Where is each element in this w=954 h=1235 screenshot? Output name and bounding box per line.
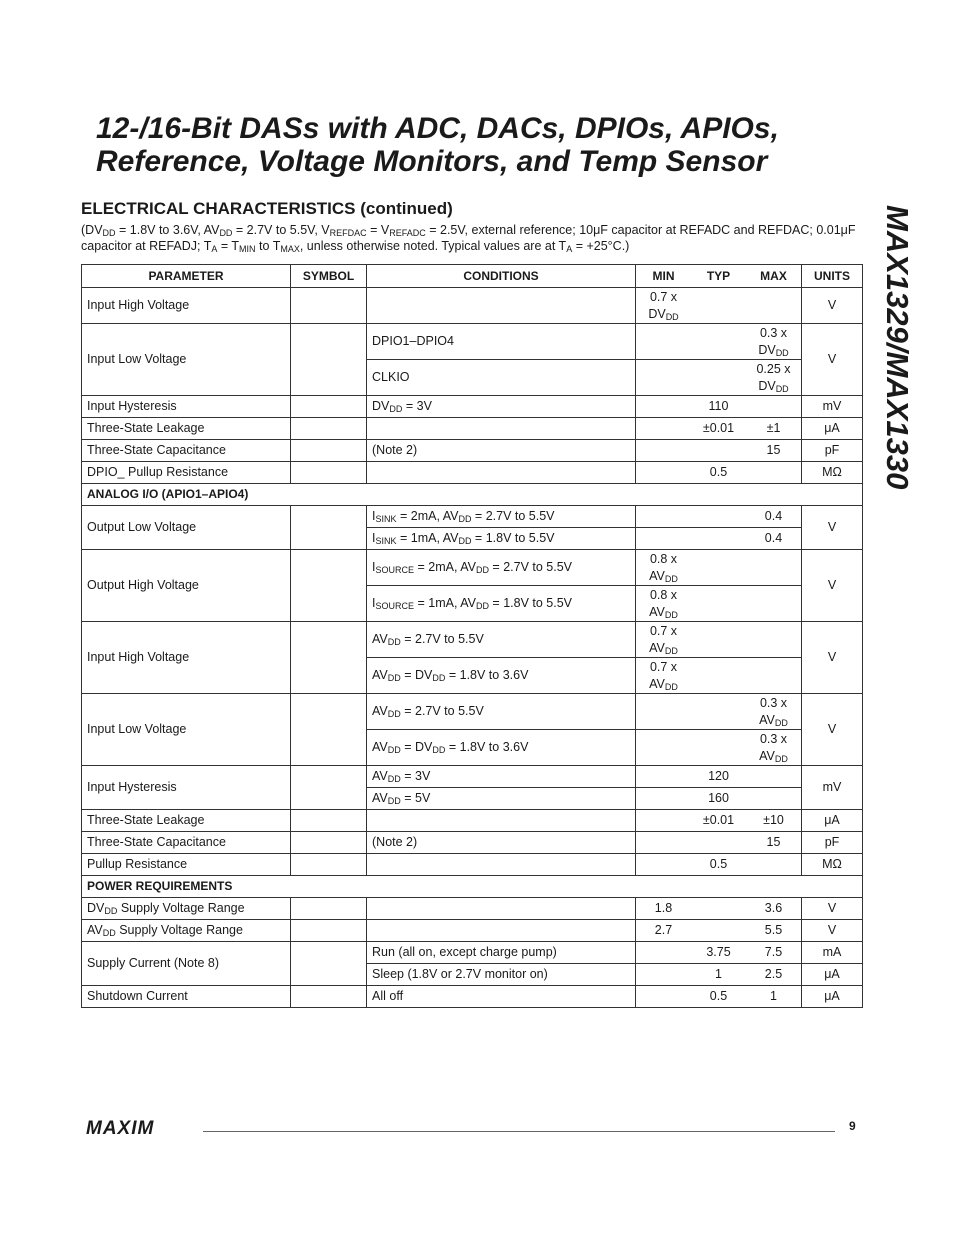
- table-header-row: [82, 265, 863, 288]
- max-value: 5.5: [764, 923, 783, 937]
- table-row: [82, 694, 863, 730]
- table-row: [82, 942, 863, 964]
- header-typ: TYP: [706, 268, 731, 283]
- values-cell: [636, 418, 802, 440]
- values-cell: [636, 854, 802, 876]
- units-cell: V: [802, 324, 863, 396]
- conditions-cell: Run (all on, except charge pump): [367, 942, 636, 964]
- symbol-cell: [291, 462, 367, 484]
- symbol-cell: [291, 898, 367, 920]
- param-cell: Input Hysteresis: [82, 766, 291, 810]
- symbol-cell: [291, 854, 367, 876]
- conditions-cell: All off: [367, 986, 636, 1008]
- typ-value: 3.75: [706, 945, 731, 959]
- conditions-cell: $I_{SINK} = 1mA$, $AV_{DD} = 1.8V$ to 5.5V: [367, 528, 636, 550]
- table-row: [82, 550, 863, 586]
- values-cell: [636, 920, 802, 942]
- header-conditions: CONDITIONS: [367, 265, 636, 288]
- conditions-cell: (Note 2): [367, 832, 636, 854]
- conditions-cell: $AV_{DD} = DV_{DD} = 1.8V$ to 3.6V: [367, 730, 636, 766]
- conditions-cell: [367, 898, 636, 920]
- values-cell: [636, 506, 802, 528]
- param-cell: Output Low Voltage: [82, 506, 291, 550]
- page-number: 9: [849, 1119, 856, 1133]
- conditions-cell: $DV_{DD} = 3V$: [367, 396, 636, 418]
- values-cell: [636, 550, 802, 586]
- symbol-cell: [291, 506, 367, 550]
- table-row: [82, 920, 863, 942]
- symbol-cell: [291, 418, 367, 440]
- max-value: 0.3 x $AV_{DD}$: [759, 731, 788, 764]
- conditions-cell: [367, 462, 636, 484]
- table-row: [82, 898, 863, 920]
- units-cell: pF: [802, 832, 863, 854]
- conditions-cell: $AV_{DD} = 2.7V$ to 5.5V: [367, 622, 636, 658]
- header-max: MAX: [760, 268, 787, 283]
- param-cell: Input High Voltage: [82, 288, 291, 324]
- symbol-cell: [291, 986, 367, 1008]
- footer-divider: [203, 1131, 835, 1132]
- section-power-requirements: POWER REQUIREMENTS: [82, 876, 863, 898]
- min-value: 0.8 x $AV_{DD}$: [649, 587, 678, 620]
- values-cell: [636, 730, 802, 766]
- symbol-cell: [291, 622, 367, 694]
- min-value: 0.7 x $AV_{DD}$: [649, 659, 678, 692]
- values-cell: [636, 942, 802, 964]
- table-row: [82, 506, 863, 528]
- max-value: 0.3 x $AV_{DD}$: [759, 695, 788, 728]
- header-values: [636, 265, 802, 288]
- header-parameter: PARAMETER: [82, 265, 291, 288]
- symbol-cell: [291, 288, 367, 324]
- symbol-cell: [291, 550, 367, 622]
- max-value: 1: [770, 989, 777, 1003]
- values-cell: [636, 898, 802, 920]
- values-cell: [636, 964, 802, 986]
- max-value: 0.25 x $DV_{DD}$: [756, 361, 791, 394]
- values-cell: [636, 766, 802, 788]
- values-cell: [636, 986, 802, 1008]
- section-title: ELECTRICAL CHARACTERISTICS (continued): [81, 199, 453, 218]
- conditions-cell: Sleep (1.8V or 2.7V monitor on): [367, 964, 636, 986]
- typ-value: 160: [708, 791, 729, 805]
- values-cell: [636, 324, 802, 360]
- units-cell: MΩ: [802, 854, 863, 876]
- values-cell: [636, 694, 802, 730]
- table-row: [82, 854, 863, 876]
- typ-value: ±0.01: [702, 813, 735, 827]
- title-line-2: Reference, Voltage Monitors, and Temp Sensor: [96, 145, 768, 178]
- maxim-logo: [84, 1117, 194, 1137]
- units-cell: μA: [802, 986, 863, 1008]
- units-cell: V: [802, 920, 863, 942]
- conditions-cell: [367, 920, 636, 942]
- param-cell: DPIO_ Pullup Resistance: [82, 462, 291, 484]
- conditions-cell: $I_{SOURCE} = 2mA$, $AV_{DD} = 2.7V$ to 5.5V: [367, 550, 636, 586]
- max-value: ±10: [763, 813, 784, 827]
- values-cell: [636, 360, 802, 396]
- values-cell: [636, 528, 802, 550]
- symbol-cell: [291, 440, 367, 462]
- max-value: 3.6: [764, 901, 783, 915]
- electrical-characteristics-table: [81, 264, 863, 1008]
- param-cell: Three-State Capacitance: [82, 440, 291, 462]
- section-analog-io: ANALOG I/O (APIO1–APIO4): [82, 484, 863, 506]
- symbol-cell: [291, 396, 367, 418]
- section-row: [82, 876, 863, 898]
- units-cell: V: [802, 898, 863, 920]
- table-row: [82, 396, 863, 418]
- symbol-cell: [291, 694, 367, 766]
- table-row: [82, 462, 863, 484]
- conditions-cell: [367, 288, 636, 324]
- max-value: 2.5: [764, 967, 783, 981]
- values-cell: [636, 832, 802, 854]
- values-cell: [636, 586, 802, 622]
- conditions-cell: DPIO1–DPIO4: [367, 324, 636, 360]
- min-value: 1.8: [654, 901, 673, 915]
- units-cell: V: [802, 622, 863, 694]
- param-cell: Output High Voltage: [82, 550, 291, 622]
- conditions-cell: [367, 810, 636, 832]
- typ-value: 0.5: [709, 989, 728, 1003]
- title-line-1: 12-/16-Bit DASs with ADC, DACs, DPIOs, APIOs,: [96, 112, 779, 145]
- units-cell: V: [802, 288, 863, 324]
- units-cell: μA: [802, 810, 863, 832]
- header-units: UNITS: [802, 265, 863, 288]
- units-cell: mV: [802, 766, 863, 810]
- symbol-cell: [291, 942, 367, 986]
- table-row: [82, 766, 863, 788]
- conditions-cell: [367, 854, 636, 876]
- max-value: 7.5: [764, 945, 783, 959]
- units-cell: V: [802, 506, 863, 550]
- max-value: 0.4: [764, 509, 783, 523]
- table-row: [82, 986, 863, 1008]
- param-cell: Input High Voltage: [82, 622, 291, 694]
- conditions-cell: [367, 418, 636, 440]
- units-cell: mV: [802, 396, 863, 418]
- typ-value: 0.5: [709, 857, 728, 871]
- min-value: 2.7: [654, 923, 673, 937]
- table-row: [82, 622, 863, 658]
- param-cell: Three-State Capacitance: [82, 832, 291, 854]
- param-cell: $DV_{DD}$ Supply Voltage Range: [82, 898, 291, 920]
- typ-value: 1: [715, 967, 722, 981]
- min-value: 0.7 x $DV_{DD}$: [648, 289, 679, 322]
- conditions-cell: $AV_{DD} = 3V$: [367, 766, 636, 788]
- header-symbol: SYMBOL: [291, 265, 367, 288]
- units-cell: pF: [802, 440, 863, 462]
- param-cell: $AV_{DD}$ Supply Voltage Range: [82, 920, 291, 942]
- side-part-number-text: MAX1329/MAX1330: [880, 205, 915, 490]
- typ-value: 110: [708, 399, 729, 413]
- table-row: [82, 288, 863, 324]
- conditions-cell: $AV_{DD} = DV_{DD} = 1.8V$ to 3.6V: [367, 658, 636, 694]
- values-cell: [636, 288, 802, 324]
- conditions-cell: $AV_{DD} = 5V$: [367, 788, 636, 810]
- test-conditions: ($DV_{DD} = 1.8V$ to 3.6V, $AV_{DD} = 2.7V$ to 5.5V, $V_{REFDAC} = V_{REFADC} = 2.5V$, external reference; 10μF capacitor at REFADC and REFDAC; 0.01μF capacitor at REFADJ; $T_A = T_{MIN}$ to $T_{MAX}$, unless otherwise noted. Typical values are at $T_A = +25^\circ C$.): [81, 223, 856, 254]
- values-cell: [636, 658, 802, 694]
- max-value: ±1: [766, 421, 781, 435]
- symbol-cell: [291, 766, 367, 810]
- param-cell: Three-State Leakage: [82, 810, 291, 832]
- param-cell: Input Low Voltage: [82, 694, 291, 766]
- units-cell: V: [802, 550, 863, 622]
- conditions-cell: (Note 2): [367, 440, 636, 462]
- param-cell: Three-State Leakage: [82, 418, 291, 440]
- typ-value: 0.5: [709, 465, 728, 479]
- max-value: 15: [766, 443, 781, 457]
- conditions-cell: CLKIO: [367, 360, 636, 396]
- units-cell: μA: [802, 964, 863, 986]
- min-value: 0.8 x $AV_{DD}$: [649, 551, 678, 584]
- symbol-cell: [291, 810, 367, 832]
- page-title: [96, 112, 886, 178]
- max-value: 0.4: [764, 531, 783, 545]
- max-value: 15: [766, 835, 781, 849]
- section-row: [82, 484, 863, 506]
- svg-text:MAXIM: MAXIM: [86, 1118, 155, 1137]
- table-row: [82, 324, 863, 360]
- values-cell: [636, 396, 802, 418]
- side-part-number: [877, 205, 917, 535]
- conditions-cell: $I_{SINK} = 2mA$, $AV_{DD} = 2.7V$ to 5.5V: [367, 506, 636, 528]
- max-value: 0.3 x $DV_{DD}$: [758, 325, 789, 358]
- values-cell: [636, 462, 802, 484]
- table-row: [82, 418, 863, 440]
- param-cell: Pullup Resistance: [82, 854, 291, 876]
- values-cell: [636, 788, 802, 810]
- header-min: MIN: [652, 268, 675, 283]
- table-row: [82, 440, 863, 462]
- min-value: 0.7 x $AV_{DD}$: [649, 623, 678, 656]
- param-cell: Input Low Voltage: [82, 324, 291, 396]
- values-cell: [636, 622, 802, 658]
- units-cell: mA: [802, 942, 863, 964]
- table-row: [82, 810, 863, 832]
- symbol-cell: [291, 920, 367, 942]
- typ-value: 120: [708, 769, 729, 783]
- conditions-cell: $AV_{DD} = 2.7V$ to 5.5V: [367, 694, 636, 730]
- table-row: [82, 832, 863, 854]
- symbol-cell: [291, 832, 367, 854]
- symbol-cell: [291, 324, 367, 396]
- param-cell: Input Hysteresis: [82, 396, 291, 418]
- values-cell: [636, 440, 802, 462]
- typ-value: ±0.01: [702, 421, 735, 435]
- conditions-cell: $I_{SOURCE} = 1mA$, $AV_{DD} = 1.8V$ to 5.5V: [367, 586, 636, 622]
- param-cell: Supply Current (Note 8): [82, 942, 291, 986]
- units-cell: μA: [802, 418, 863, 440]
- units-cell: V: [802, 694, 863, 766]
- param-cell: Shutdown Current: [82, 986, 291, 1008]
- values-cell: [636, 810, 802, 832]
- units-cell: MΩ: [802, 462, 863, 484]
